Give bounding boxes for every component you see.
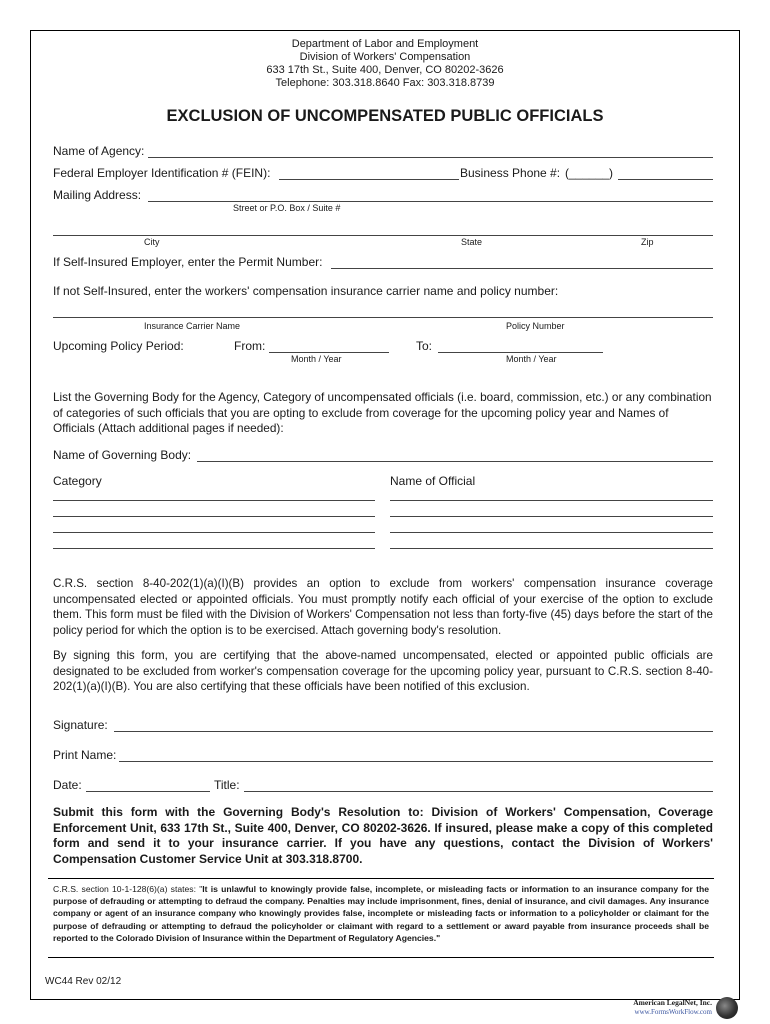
header-phone-fax: Telephone: 303.318.8640 Fax: 303.318.8739: [275, 77, 495, 89]
fein-label: Federal Employer Identification # (FEIN):: [53, 166, 271, 180]
official-field-1[interactable]: [390, 487, 713, 501]
from-month-year-caption: Month / Year: [291, 354, 342, 364]
business-phone-field[interactable]: [618, 166, 713, 180]
official-field-4[interactable]: [390, 535, 713, 549]
warning-body: It is unlawful to knowingly provide false, incomplete, or misleading facts or information to an insurance company for the purpose of defrauding or attempting to defraud the company. Penalties may include imprisonment, fines, denial of insurance, and civil damages. Any insurance company or agent of an insurance company who knowingly provides false, incomplete or misleading facts or information to a policyholder or claimant for the purpose of defrauding or attempting to defraud the policyholder or claimant with regard to a settlement or award payable from insurance proceeds shall be reported to the Colorado Division of Insurance within the Department of Regulatory Agencies.": [53, 884, 709, 943]
area-code-paren: (______): [565, 166, 614, 180]
to-date-field[interactable]: [438, 339, 603, 353]
agency-name-field[interactable]: [148, 144, 713, 158]
not-self-insured-label: If not Self-Insured, enter the workers' compensation insurance carrier name and policy number:: [53, 284, 559, 298]
category-field-2[interactable]: [53, 503, 375, 517]
carrier-policy-field[interactable]: [53, 304, 713, 318]
form-title: EXCLUSION OF UNCOMPENSATED PUBLIC OFFICIALS: [166, 107, 604, 125]
agency-name-label: Name of Agency:: [53, 144, 145, 158]
title-field[interactable]: [244, 778, 713, 792]
policy-number-caption: Policy Number: [506, 321, 565, 331]
signature-label: Signature:: [53, 718, 108, 732]
policy-period-label: Upcoming Policy Period:: [53, 339, 184, 353]
zip-caption: Zip: [641, 237, 654, 247]
city-caption: City: [144, 237, 160, 247]
header-division: Division of Workers' Compensation: [299, 51, 471, 63]
from-label: From:: [234, 339, 266, 353]
business-phone-label: Business Phone #:: [460, 166, 561, 180]
official-field-2[interactable]: [390, 503, 713, 517]
header-department: Department of Labor and Employment: [291, 38, 479, 50]
signature-field[interactable]: [114, 718, 713, 732]
category-field-3[interactable]: [53, 519, 375, 533]
official-header: Name of Official: [390, 474, 476, 488]
fraud-warning-text: [53, 883, 709, 944]
self-insured-label: If Self-Insured Employer, enter the Permit Number:: [53, 255, 323, 269]
date-field[interactable]: [86, 778, 210, 792]
logo-seal-icon: [716, 997, 738, 1019]
street-field[interactable]: [148, 188, 713, 202]
city-state-zip-field[interactable]: [53, 222, 713, 236]
fraud-warning-box: [48, 878, 714, 958]
mailing-address-label: Mailing Address:: [53, 188, 142, 202]
logo-company-name: American LegalNet, Inc.: [633, 998, 712, 1007]
governing-instructions: List the Governing Body for the Agency, Category of uncompensated officials (i.e. board, commission, etc.) or any combination of categories of such officials that you are opting to exclude from coverage for the upcoming policy year and Names of Officials (Attach additional pages if needed):: [53, 390, 712, 435]
submit-instructions: Submit this form with the Governing Body's Resolution to: Division of Workers' Compensation, Coverage Enforcement Unit, 633 17th St., Suite 400, Denver, CO 80202-3626. If insured, please make a copy of this completed form and send it to your insurance carrier. If you have any questions, contact the Division of Workers' Compensation Customer Service Unit at 303.318.8700.: [53, 805, 713, 866]
logo-url: www.FormsWorkFlow.com: [634, 1008, 712, 1016]
state-caption: State: [461, 237, 483, 247]
governing-body-field[interactable]: [197, 448, 713, 462]
form-number: WC44 Rev 02/12: [45, 976, 122, 987]
to-month-year-caption: Month / Year: [506, 354, 557, 364]
carrier-name-caption: Insurance Carrier Name: [144, 321, 241, 331]
from-date-field[interactable]: [269, 339, 389, 353]
category-field-1[interactable]: [53, 487, 375, 501]
category-header: Category: [53, 474, 102, 488]
certify-paragraph: By signing this form, you are certifying that the above-named uncompensated, elected or appointed public officials are designated to be excluded from worker's compensation coverage for the upcoming policy year, pursuant to C.R.S. section 8-40-202(1)(a)(I)(B). You are also certifying that these officials have been notified of this exclusion.: [53, 649, 713, 693]
title-label: Title:: [214, 778, 240, 792]
governing-body-label: Name of Governing Body:: [53, 448, 192, 462]
fein-field[interactable]: [279, 166, 459, 180]
header-address: 633 17th St., Suite 400, Denver, CO 80202-3626: [266, 64, 504, 76]
to-label: To:: [416, 339, 433, 353]
street-caption: Street or P.O. Box / Suite #: [233, 203, 341, 213]
american-legalnet-logo: [620, 996, 740, 1022]
date-label: Date:: [53, 778, 82, 792]
print-name-label: Print Name:: [53, 748, 117, 762]
statute-paragraph: C.R.S. section 8-40-202(1)(a)(I)(B) provides an option to exclude from workers' compensation insurance coverage uncompensated elected or appointed officials. You must promptly notify each official of your exercise of the option to exclude them. This form must be filed with the Division of Workers' Compensation not less than forty-five (45) days before the start of the policy period for which the option is to be exercised. Attach governing body's resolution.: [53, 577, 713, 637]
category-field-4[interactable]: [53, 535, 375, 549]
print-name-field[interactable]: [119, 748, 713, 762]
warning-prefix: C.R.S. section 10-1-128(6)(a) states: ": [53, 884, 203, 894]
official-field-3[interactable]: [390, 519, 713, 533]
permit-number-field[interactable]: [331, 255, 713, 269]
